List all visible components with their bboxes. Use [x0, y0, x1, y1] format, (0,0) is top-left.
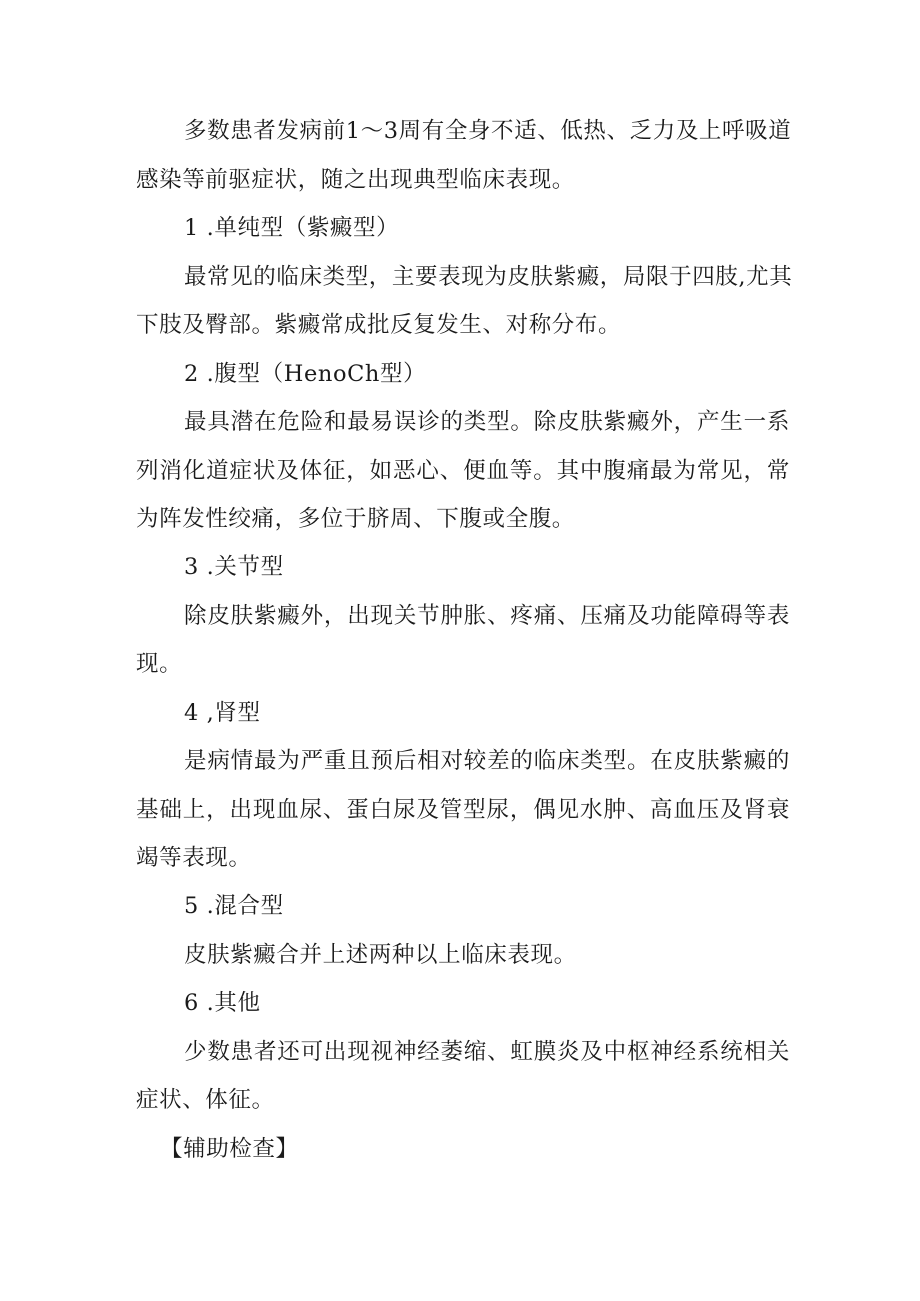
paragraph-line: 皮肤紫癜合并上述两种以上临床表现。: [184, 942, 577, 968]
section-heading: 4 ,肾型: [184, 700, 261, 726]
section-heading: 【辅助检查】: [160, 1136, 299, 1162]
paragraph-line: 最常见的临床类型，主要表现为皮肤紫癜，局限于四肢,尤其: [184, 264, 793, 290]
paragraph-line: 多数患者发病前1～3周有全身不适、低热、乏力及上呼吸道: [184, 118, 792, 144]
paragraph-line: 基础上，出现血尿、蛋白尿及管型尿，偶见水肿、高血压及肾衰: [136, 797, 790, 823]
section-heading: 2 .腹型（HenoCh型）: [184, 361, 427, 387]
section-heading: 3 .关节型: [184, 554, 284, 580]
section-heading: 6 .其他: [184, 990, 261, 1016]
paragraph-line: 现。: [136, 651, 183, 677]
paragraph-line: 列消化道症状及体征，如恶心、便血等。其中腹痛最为常见，常: [136, 458, 790, 484]
paragraph-line: 下肢及臀部。紫癜常成批反复发生、对称分布。: [136, 312, 622, 338]
section-heading: 1 .单纯型（紫癜型）: [184, 215, 400, 241]
paragraph-line: 少数患者还可出现视神经萎缩、虹膜炎及中枢神经系统相关: [184, 1039, 790, 1065]
paragraph-line: 竭等表现。: [136, 845, 252, 871]
section-heading: 5 .混合型: [184, 893, 284, 919]
paragraph-line: 症状、体征。: [136, 1087, 275, 1113]
paragraph-line: 感染等前驱症状，随之出现典型临床表现。: [136, 167, 575, 193]
paragraph-line: 除皮肤紫癜外，出现关节肿胀、疼痛、压痛及功能障碍等表: [184, 603, 790, 629]
paragraph-line: 为阵发性绞痛，多位于脐周、下腹或全腹。: [136, 506, 575, 532]
paragraph-line: 最具潜在危险和最易误诊的类型。除皮肤紫癜外，产生一系: [184, 409, 790, 435]
paragraph-line: 是病情最为严重且预后相对较差的临床类型。在皮肤紫癜的: [184, 748, 790, 774]
